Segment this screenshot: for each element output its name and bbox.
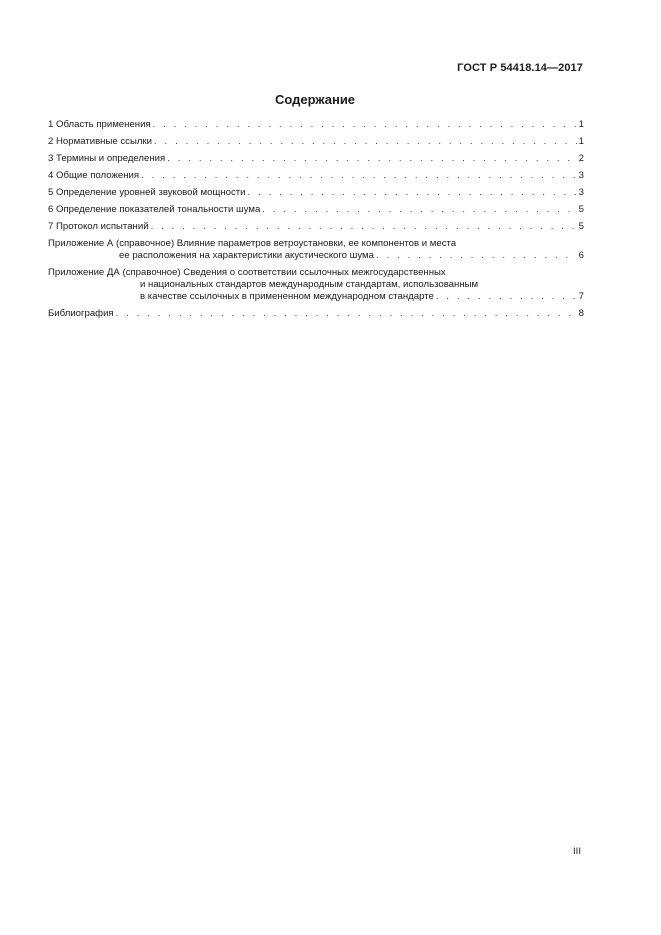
toc-entry-test-report[interactable]: [48, 221, 584, 233]
document-code: ГОСТ Р 54418.14—2017: [457, 62, 583, 74]
toc-entry-label: 3 Термины и определения: [48, 153, 166, 164]
toc-entry-label: 5 Определение уровней звуковой мощности: [48, 187, 246, 198]
toc-entry-tonality[interactable]: [48, 204, 584, 216]
toc-entry-page: 3: [578, 187, 584, 198]
leader-dots: [141, 170, 577, 182]
toc-entry-label: Библиография: [48, 308, 114, 319]
toc-entry-bibliography[interactable]: [48, 308, 584, 320]
toc-entry-normative-references[interactable]: [48, 136, 584, 148]
toc-entry-sound-power[interactable]: [48, 187, 584, 199]
toc-entry-page: 1: [578, 136, 584, 147]
annex-da-line-2-row: [48, 279, 584, 291]
leader-dots: [376, 250, 577, 262]
leader-dots: [167, 153, 576, 165]
annex-a-page: 6: [578, 250, 584, 261]
leader-dots: [154, 136, 577, 148]
annex-a-line-2: ее расположения на характеристики акустического шума: [119, 250, 374, 261]
leader-dots: [436, 291, 577, 303]
toc-entry-terms[interactable]: [48, 153, 584, 165]
annex-a-line-2-row: [48, 250, 584, 262]
annex-da-line-2: и национальных стандартов международным стандартам, использованным: [140, 279, 479, 290]
leader-dots: [262, 204, 576, 216]
toc-entry-label: 2 Нормативные ссылки: [48, 136, 153, 147]
leader-dots: [116, 308, 577, 320]
toc-entry-scope[interactable]: [48, 119, 584, 131]
toc-entry-page: 1: [578, 119, 584, 130]
table-of-contents: [48, 119, 584, 325]
toc-entry-general[interactable]: [48, 170, 584, 182]
toc-entry-annex-da[interactable]: [48, 267, 584, 303]
toc-entry-label: 4 Общие положения: [48, 170, 140, 181]
toc-entry-label: 1 Область применения: [48, 119, 151, 130]
leader-dots: [248, 187, 577, 199]
annex-da-line-3-row: [48, 291, 584, 303]
toc-entry-label: 7 Протокол испытаний: [48, 221, 149, 232]
toc-entry-page: 5: [578, 221, 584, 232]
annex-a-line-1: Приложение А (справочное) Влияние параметров ветроустановки, ее компонентов и места: [48, 238, 457, 249]
toc-entry-page: 3: [578, 170, 584, 181]
toc-entry-page: 5: [578, 204, 584, 215]
toc-entry-page: 2: [578, 153, 584, 164]
toc-entry-label: 6 Определение показателей тональности шума: [48, 204, 261, 215]
toc-title: Содержание: [274, 92, 356, 107]
leader-dots: [151, 221, 577, 233]
annex-da-line-1: Приложение ДА (справочное) Сведения о соответствии ссылочных межгосударственных: [48, 267, 446, 278]
toc-entry-annex-a[interactable]: [48, 238, 584, 262]
annex-da-line-3: в качестве ссылочных в примененном международном стандарте: [140, 291, 434, 302]
annex-da-page: 7: [578, 291, 584, 302]
leader-dots: [153, 119, 577, 131]
toc-entry-page: 8: [578, 308, 584, 319]
page-number: III: [573, 846, 581, 857]
